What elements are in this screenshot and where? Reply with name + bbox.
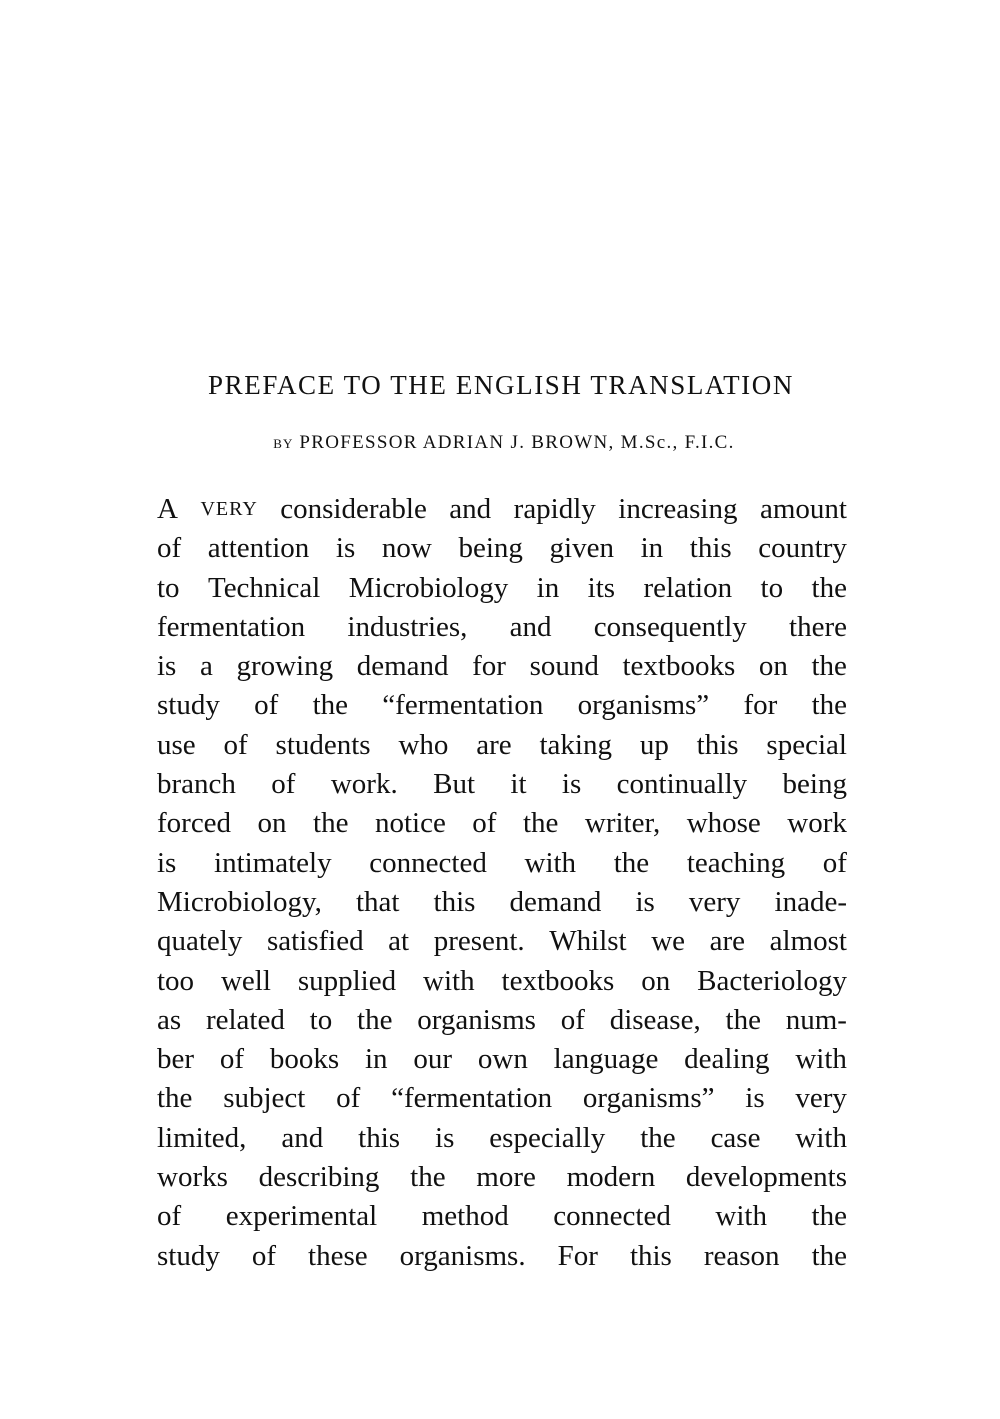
word: given	[549, 532, 614, 565]
word: of	[472, 807, 497, 840]
word: the	[811, 650, 847, 683]
word: in	[640, 532, 664, 565]
word: subject	[223, 1082, 306, 1115]
word: satisfied	[266, 925, 364, 958]
word: the	[725, 1003, 761, 1036]
word: with	[524, 846, 577, 879]
word: is	[435, 1121, 455, 1154]
word: on	[758, 650, 788, 683]
word: being	[458, 532, 523, 565]
word: very	[795, 1082, 847, 1115]
word: own	[477, 1043, 528, 1076]
text-line	[157, 1040, 847, 1079]
word: organisms”	[577, 689, 710, 722]
text-line	[157, 922, 847, 961]
word: consequently	[593, 610, 747, 643]
word: fermentation	[157, 610, 306, 643]
text-line	[157, 1119, 847, 1158]
word: Technical	[208, 571, 321, 604]
word: connected	[369, 846, 487, 879]
word: is	[157, 846, 177, 879]
word: special	[766, 728, 847, 761]
word: books	[269, 1043, 340, 1076]
word: are	[709, 925, 745, 958]
word: study	[157, 689, 220, 722]
word: disease,	[609, 1003, 701, 1036]
word: is	[561, 768, 582, 801]
word: language	[553, 1043, 659, 1076]
word: increasing	[618, 493, 738, 525]
word: teaching	[686, 846, 786, 879]
word: is	[157, 650, 177, 683]
text-line	[157, 765, 847, 804]
word: the	[811, 689, 847, 722]
word: of	[822, 846, 847, 879]
word: the	[613, 846, 650, 879]
word: growing	[236, 650, 334, 683]
word: a	[199, 650, 213, 683]
word: num-	[785, 1003, 847, 1036]
word: experimental	[225, 1200, 378, 1233]
word: supplied	[297, 964, 397, 997]
word: the	[312, 689, 349, 722]
word: our	[413, 1043, 453, 1076]
word: on	[257, 807, 287, 840]
word: modern	[566, 1161, 656, 1194]
word: is	[635, 885, 655, 918]
word: to	[157, 571, 180, 604]
word: this	[629, 1239, 672, 1272]
word: the	[522, 807, 559, 840]
word: with	[715, 1200, 767, 1233]
word: intimately	[214, 846, 332, 879]
word: work.	[330, 768, 398, 801]
word: branch	[157, 768, 236, 801]
word: of	[271, 768, 296, 801]
word: VERY	[200, 498, 258, 520]
word: of	[157, 532, 182, 565]
word: attention	[207, 532, 310, 565]
word: organisms”	[582, 1082, 715, 1115]
word: organisms	[417, 1003, 536, 1036]
word: as	[157, 1003, 182, 1036]
word: being	[782, 768, 847, 801]
word: there	[789, 610, 847, 643]
word: Whilst	[549, 925, 627, 958]
word: relation	[643, 571, 733, 604]
word: are	[476, 728, 512, 761]
word: “fermentation	[382, 689, 544, 722]
word: taking	[539, 728, 612, 761]
word: with	[795, 1121, 847, 1154]
word: use	[157, 728, 196, 761]
word: study	[157, 1239, 220, 1272]
word: of	[336, 1082, 361, 1115]
byline-prefix: BY	[273, 436, 294, 451]
word: work	[787, 807, 847, 840]
word: this	[358, 1121, 401, 1154]
word: “fermentation	[391, 1082, 553, 1115]
text-line	[157, 686, 847, 725]
word: more	[476, 1161, 536, 1194]
word: and	[449, 493, 492, 525]
word: well	[220, 964, 271, 997]
word: is	[335, 532, 356, 565]
word: very	[688, 885, 741, 918]
word: quately	[157, 925, 243, 958]
word: A	[157, 493, 178, 525]
word: to	[309, 1003, 333, 1036]
word: works	[157, 1161, 228, 1194]
word: in	[364, 1043, 388, 1076]
word: the	[811, 571, 847, 604]
word: rapidly	[513, 493, 596, 525]
text-line	[157, 1197, 847, 1236]
word: too	[157, 964, 195, 997]
word: textbooks	[501, 964, 615, 997]
preface-body	[157, 490, 847, 1276]
word: with	[423, 964, 475, 997]
word: But	[433, 768, 476, 801]
word: textbooks	[622, 650, 736, 683]
word: For	[557, 1239, 598, 1272]
word: of	[254, 689, 279, 722]
word: dealing	[684, 1043, 770, 1076]
text-line	[157, 569, 847, 608]
word: for	[743, 689, 778, 722]
word: especially	[489, 1121, 606, 1154]
word: these	[308, 1239, 368, 1272]
word: of	[219, 1043, 245, 1076]
word: for	[472, 650, 506, 683]
text-line	[157, 1079, 847, 1118]
word: demand	[356, 650, 449, 683]
word: ber	[157, 1043, 195, 1076]
word: students	[275, 728, 371, 761]
word: Bacteriology	[697, 964, 847, 997]
word: of	[223, 728, 248, 761]
word: the	[811, 1239, 847, 1272]
word: reason	[703, 1239, 780, 1272]
text-line	[157, 726, 847, 765]
word: the	[410, 1161, 446, 1194]
word: with	[795, 1043, 847, 1076]
word: on	[641, 964, 671, 997]
word: inade-	[774, 885, 847, 918]
text-line	[157, 1001, 847, 1040]
word: that	[355, 885, 400, 918]
word: this	[689, 532, 732, 565]
word: related	[205, 1003, 285, 1036]
word: of	[157, 1200, 182, 1233]
word: and	[509, 610, 552, 643]
word: demand	[509, 885, 602, 918]
word: in	[536, 571, 560, 604]
text-line	[157, 1237, 847, 1276]
text-line	[157, 883, 847, 922]
word: to	[760, 571, 784, 604]
word: industries,	[347, 610, 468, 643]
word: of	[251, 1239, 277, 1272]
word: the	[640, 1121, 676, 1154]
word: limited,	[157, 1121, 247, 1154]
preface-title: PREFACE TO THE ENGLISH TRANSLATION	[208, 370, 794, 400]
word: up	[639, 728, 669, 761]
word: we	[651, 925, 686, 958]
word: describing	[258, 1161, 380, 1194]
word: organisms.	[399, 1239, 526, 1272]
word: and	[281, 1121, 324, 1154]
word: Microbiology	[348, 571, 509, 604]
text-line	[157, 962, 847, 1001]
word: country	[758, 532, 847, 565]
word: method	[421, 1200, 509, 1233]
word: the	[313, 807, 349, 840]
word: case	[710, 1121, 761, 1154]
word: the	[357, 1003, 393, 1036]
word: considerable	[280, 493, 427, 525]
author-byline	[214, 432, 794, 454]
text-line	[157, 647, 847, 686]
word: present.	[433, 925, 525, 958]
word: connected	[553, 1200, 671, 1233]
word: Microbiology,	[157, 885, 322, 918]
word: who	[398, 728, 449, 761]
word: almost	[769, 925, 847, 958]
word: writer,	[584, 807, 661, 840]
word: the	[157, 1082, 193, 1115]
word: is	[745, 1082, 765, 1115]
word: this	[696, 728, 739, 761]
text-line	[157, 490, 847, 529]
word: at	[388, 925, 410, 958]
text-line	[157, 608, 847, 647]
word: it	[510, 768, 527, 801]
word: forced	[157, 807, 232, 840]
word: notice	[374, 807, 446, 840]
word: sound	[529, 650, 599, 683]
word: the	[811, 1200, 847, 1233]
byline-name: PROFESSOR ADRIAN J. BROWN, M.Sc., F.I.C.	[299, 432, 735, 453]
text-line	[157, 844, 847, 883]
word: this	[433, 885, 476, 918]
word: of	[560, 1003, 585, 1036]
word: now	[381, 532, 432, 565]
text-line	[157, 804, 847, 843]
word: developments	[685, 1161, 847, 1194]
text-line	[157, 529, 847, 568]
word: amount	[759, 493, 847, 525]
word: continually	[616, 768, 748, 801]
word: whose	[686, 807, 761, 840]
text-line	[157, 1158, 847, 1197]
word: its	[587, 571, 616, 604]
